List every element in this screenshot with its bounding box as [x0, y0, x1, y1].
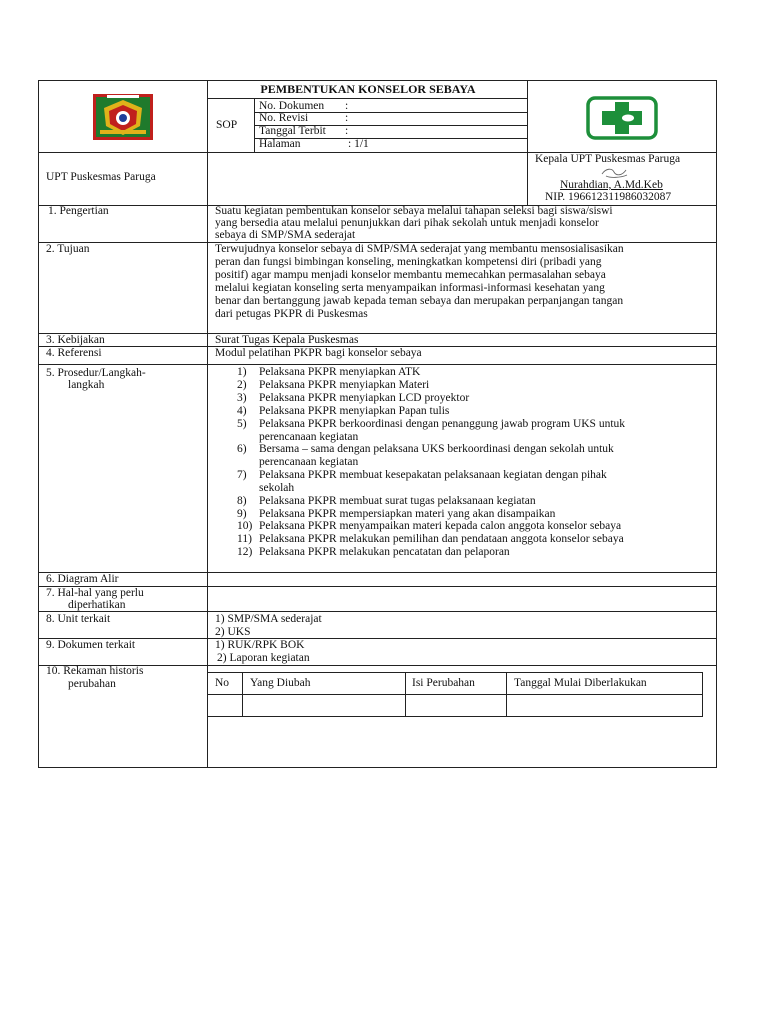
step-text: Pelaksana PKPR menyampaikan materi kepada calon anggota konselor sebaya	[259, 520, 622, 532]
step-text: perencanaan kegiatan	[259, 431, 359, 443]
step-text: Pelaksana PKPR menyiapkan Papan tulis	[259, 405, 450, 417]
step-number: 1)	[237, 366, 247, 378]
kebijakan-text: Surat Tugas Kepala Puskesmas	[215, 334, 359, 346]
signatory-name: Nurahdian, A.Md.Keb	[560, 179, 663, 191]
section-label-rekaman-cont: perubahan	[68, 678, 116, 690]
step-number: 12)	[237, 546, 253, 558]
column-header-isi-perubahan: Isi Perubahan	[412, 677, 475, 689]
dokumen-item: 1) RUK/RPK BOK	[215, 639, 305, 651]
step-number: 5)	[237, 418, 247, 430]
regional-crest-logo	[92, 92, 154, 142]
doc-field-label: Tanggal Terbit	[259, 125, 326, 137]
section-label-unit: 8. Unit terkait	[46, 613, 111, 625]
section-label-hal-hal: 7. Hal-hal yang perlu	[46, 587, 144, 599]
step-number: 8)	[237, 495, 247, 507]
step-number: 6)	[237, 443, 247, 455]
step-text: sekolah	[259, 482, 295, 494]
text-line: peran dan fungsi bimbingan konseling, meningkatkan kompetensi diri (pribadi yang	[215, 256, 602, 268]
signatory-title: Kepala UPT Puskesmas Paruga	[535, 153, 681, 165]
doc-field-label: No. Dokumen	[259, 100, 325, 112]
dokumen-item: 2) Laporan kegiatan	[217, 652, 310, 664]
signatory-nip: NIP. 196612311986032087	[545, 191, 672, 203]
unit-item: 2) UKS	[215, 626, 251, 638]
step-text: Pelaksana PKPR melakukan pencatatan dan pelaporan	[259, 546, 510, 558]
text-line: positif) agar mampu menjadi konselor membantu memecahkan permasalahan sebaya	[215, 269, 606, 281]
organization-name: UPT Puskesmas Paruga	[46, 171, 156, 183]
step-text: Pelaksana PKPR mempersiapkan materi yang akan disampaikan	[259, 508, 556, 520]
puskesmas-logo	[586, 96, 658, 140]
regional-crest-icon	[92, 92, 154, 142]
step-number: 4)	[237, 405, 247, 417]
document-title: PEMBENTUKAN KONSELOR SEBAYA	[260, 82, 476, 96]
step-text: Pelaksana PKPR menyiapkan ATK	[259, 366, 421, 378]
step-text: Pelaksana PKPR menyiapkan Materi	[259, 379, 430, 391]
section-label-dokumen: 9. Dokumen terkait	[46, 639, 136, 651]
column-header-yang-diubah: Yang Diubah	[250, 677, 311, 689]
text-line: Suatu kegiatan pembentukan konselor sebaya melalui tahapan seleksi bagi siswa/siswi	[215, 205, 613, 217]
doc-field-value: :	[345, 100, 349, 112]
referensi-text: Modul pelatihan PKPR bagi konselor sebaya	[215, 347, 422, 359]
doc-field-label: Halaman	[259, 138, 301, 150]
step-number: 2)	[237, 379, 247, 391]
text-line: melalui kegiatan konseling serta menyampaikan informasi-informasi kesehatan yang	[215, 282, 605, 294]
signature-scribble-icon	[600, 166, 630, 179]
column-header-tanggal: Tanggal Mulai Diberlakukan	[514, 677, 647, 689]
section-label-prosedur-cont: langkah	[68, 379, 105, 391]
doc-field-value: : 1/1	[348, 138, 369, 150]
doc-field-label: No. Revisi	[259, 112, 309, 124]
section-label-pengertian: 1. Pengertian	[48, 205, 109, 217]
column-header-no: No	[215, 677, 230, 689]
step-number: 3)	[237, 392, 247, 404]
step-number: 9)	[237, 508, 247, 520]
text-line: dari petugas PKPR di Puskesmas	[215, 308, 368, 320]
text-line: Terwujudnya konselor sebaya di SMP/SMA sederajat yang membantu mensosialisasikan	[215, 243, 624, 255]
step-number: 11)	[237, 533, 252, 545]
sop-label: SOP	[216, 119, 238, 131]
section-label-hal-hal-cont: diperhatikan	[68, 599, 126, 611]
step-text: Pelaksana PKPR menyiapkan LCD proyektor	[259, 392, 470, 404]
step-text: Pelaksana PKPR berkoordinasi dengan penanggung jawab program UKS untuk	[259, 418, 626, 430]
step-text: Pelaksana PKPR melakukan pemilihan dan pendataan anggota konselor sebaya	[259, 533, 624, 545]
step-text: perencanaan kegiatan	[259, 456, 359, 468]
section-label-referensi: 4. Referensi	[46, 347, 102, 359]
section-label-kebijakan: 3. Kebijakan	[46, 334, 105, 346]
doc-field-value: :	[345, 125, 349, 137]
text-line: yang bersedia atau melalui penunjukkan dari pihak sekolah untuk menjadi konselor	[215, 217, 599, 229]
step-number: 7)	[237, 469, 247, 481]
puskesmas-cross-icon	[586, 96, 658, 140]
section-label-diagram: 6. Diagram Alir	[46, 573, 119, 585]
text-line: sebaya di SMP/SMA sederajat	[215, 229, 356, 241]
signature-mark	[600, 166, 630, 179]
section-label-rekaman: 10. Rekaman historis	[46, 665, 144, 677]
section-label-prosedur: 5. Prosedur/Langkah-	[46, 367, 146, 379]
step-number: 10)	[237, 520, 253, 532]
step-text: Pelaksana PKPR membuat kesepakatan pelaksanaan kegiatan dengan pihak	[259, 469, 607, 481]
doc-field-value: :	[345, 112, 349, 124]
step-text: Bersama – sama dengan pelaksana UKS berkoordinasi dengan sekolah untuk	[259, 443, 614, 455]
unit-item: 1) SMP/SMA sederajat	[215, 613, 322, 625]
section-label-tujuan: 2. Tujuan	[46, 243, 90, 255]
text-line: benar dan bertanggung jawab kepada teman sebaya dan merupakan perpanjangan tangan	[215, 295, 624, 307]
step-text: Pelaksana PKPR membuat surat tugas pelaksanaan kegiatan	[259, 495, 536, 507]
